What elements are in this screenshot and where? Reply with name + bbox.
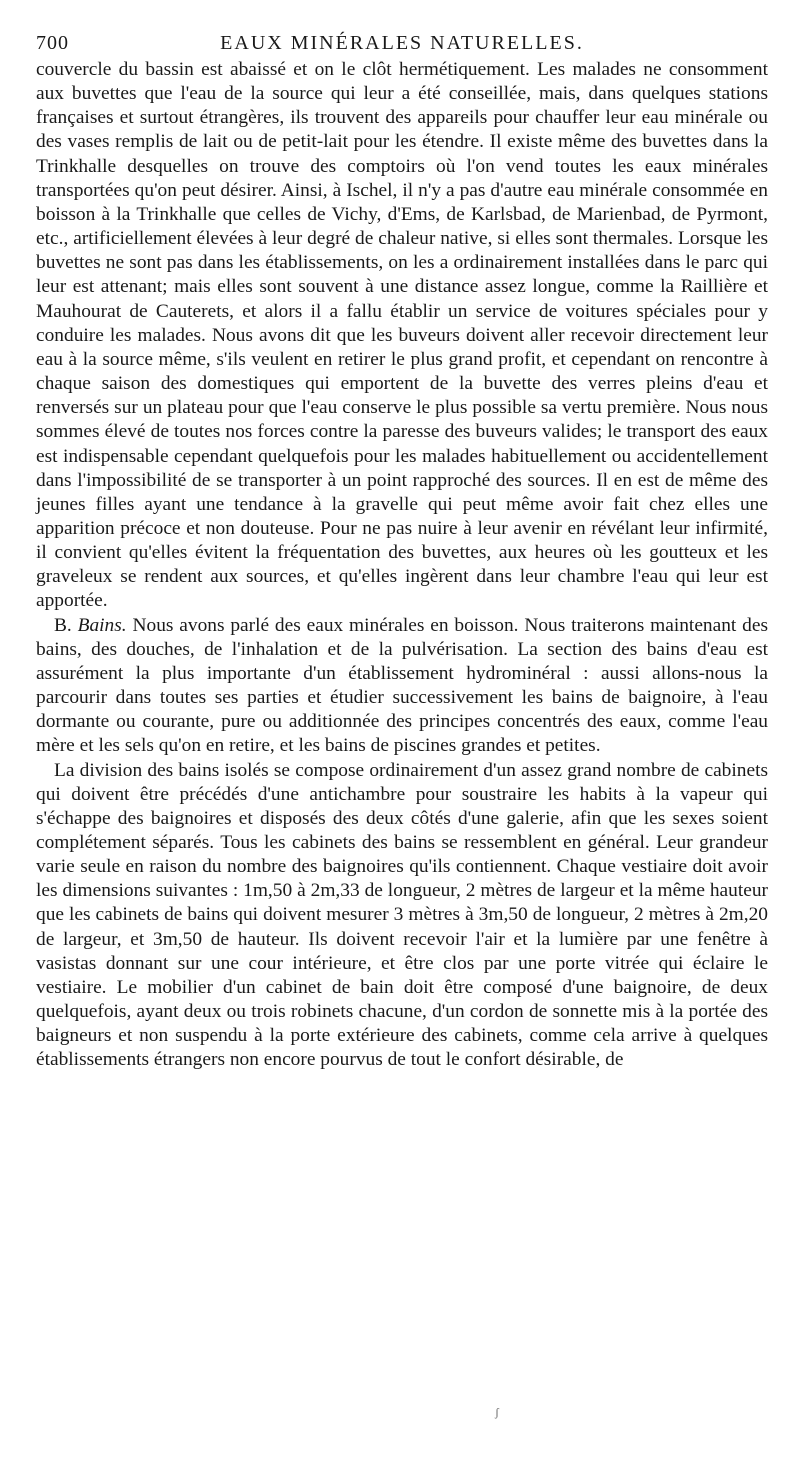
- paragraph-bains-isoles: La division des bains isolés se compose ordinairement d'un assez grand nombre de cabinets qui doivent être précédés d'une antichambre pour soustraire les habits à la vapeur qui s'échappe des baignoires et disposés des deux côtés d'une galerie, afin que les sexes soient complétement séparés. Tous les cabinets des bains se ressemblent en général. Leur grandeur varie seule en raison du nombre des baignoires qu'ils contiennent. Chaque vestiaire doit avoir les dimensions suivantes : 1m,50 à 2m,33 de longueur, 2 mètres de largeur et la même hauteur que les cabinets de bains qui doivent mesurer 3 mètres à 3m,50 de longueur, 2 mètres à 2m,20 de largeur, et 3m,50 de hauteur. Ils doivent recevoir l'air et la lumière par une fenêtre à vasistas donnant sur une cour intérieure, et être clos par une porte vitrée qui éclaire le vestiaire. Le mobilier d'un cabinet de bain doit être composé d'une baignoire, de deux quelquefois, ayant deux ou trois robinets chacune, d'un cordon de sonnette mis à la portée des baigneurs et non suspendu à la porte extérieure des cabinets, comme cela arrive à quelques établissements étrangers non encore pourvus de tout le confort désirable, de: [36, 759, 768, 1071]
- paragraph-bains-text: Nous avons parlé des eaux minérales en boisson. Nous traiterons maintenant des bains, des douches, de l'inhalation et de la pulvérisation. La section des bains d'eau est assurément la plus importante d'un établissement hydrominéral : aussi allons-nous la parcourir dans toutes ses parties et étudier successivement les bains de baignoire, à l'eau dormante ou courante, pure ou additionnée des principes concentrés des eaux, comme l'eau mère et les sels qu'on en retire, et les bains de piscines grandes et petites.: [36, 614, 768, 757]
- running-title: EAUX MINÉRALES NATURELLES.: [220, 32, 584, 54]
- body-text: [36, 58, 768, 1073]
- page-number: 700: [36, 32, 69, 54]
- paragraph-buvettes: couvercle du bassin est abaissé et on le clôt hermétiquement. Les malades ne consomment aux buvettes que l'eau de la source qui leur a été conseillée, mais, dans quelques stations françaises et surtout étrangères, ils trouvent des appareils pour chauffer leur eau minérale ou des vases remplis de lait ou de petit-lait pour les étendre. Il existe même des buvettes dans la Trinkhalle desquelles on trouve des comptoirs où l'on vend toutes les eaux minérales transportées qu'on peut désirer. Ainsi, à Ischel, il n'y a pas d'autre eau minérale consommée en boisson à la Trinkhalle que celles de Vichy, d'Ems, de Karlsbad, de Marienbad, de Pyrmont, etc., artificiellement élevées à leur degré de chaleur native, si elles sont thermales. Lorsque les buvettes ne sont pas dans les établissements, on les a ordinairement installées dans le parc qui leur est attenant; mais elles sont souvent à une distance assez longue, comme la Raillière et Mauhourat de Cauterets, et alors il a fallu établir un service de voitures spéciales pour y conduire les malades. Nous avons dit que les buveurs doivent aller recevoir directement leur eau à la source même, s'ils veulent en retirer le plus grand profit, et cependant on rencontre à chaque saison des domestiques qui emportent de la buvette des verres pleins d'eau et renversés sur un plateau pour que l'eau conserve le plus possible sa vertu première. Nous nous sommes élevé de toutes nos forces contre la paresse des buveurs valides; le transport des eaux est indispensable cependant quelquefois pour les malades habituellement ou accidentellement dans l'impossibilité de se transporter à un point rapproché des sources. Il en est de même des jeunes filles ayant une tendance à la gravelle qui peut même avoir fait chez elles une apparition précoce et non douteuse. Pour ne pas nuire à leur avenir en révélant leur infirmité, il convient qu'elles évitent la fréquentation des buvettes, aux heures où les goutteux et les graveleux se rendent aux sources, et qu'elles ingèrent dans leur chambre l'eau qui leur est apportée.: [36, 59, 768, 612]
- section-heading: Bains.: [77, 614, 127, 636]
- stray-mark: ʃ: [495, 1405, 499, 1419]
- paragraph-bains: [36, 614, 768, 759]
- section-label: B.: [54, 614, 72, 636]
- page-header: [36, 26, 768, 58]
- book-page: [36, 26, 768, 1073]
